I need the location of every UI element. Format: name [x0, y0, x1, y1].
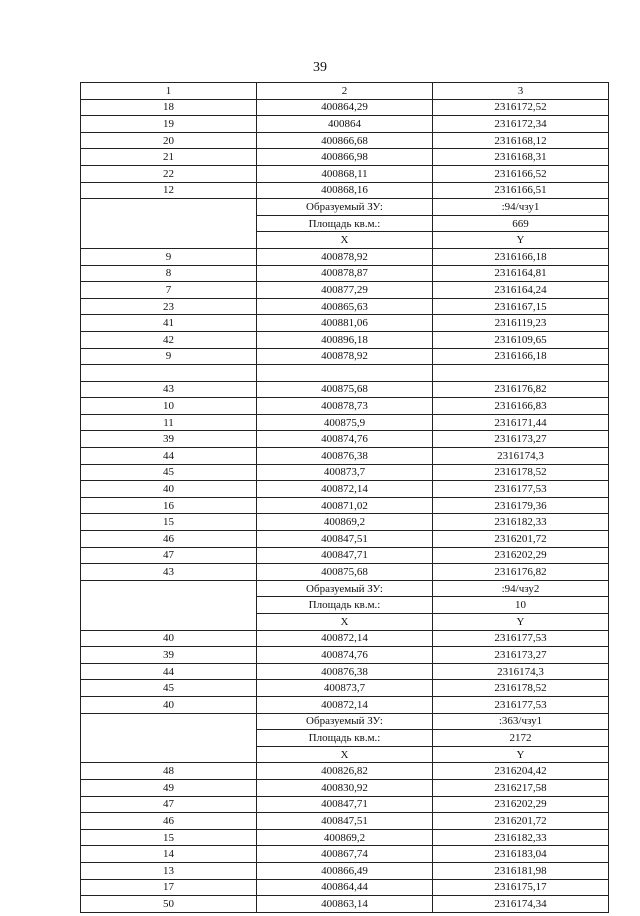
parcel-info-row [81, 713, 609, 730]
point-number-cell [81, 597, 257, 614]
table-row [81, 248, 609, 265]
x-coordinate-cell: Образуемый ЗУ: [257, 580, 433, 597]
point-number-cell: 12 [81, 182, 257, 199]
x-coordinate-cell: 400875,68 [257, 564, 433, 581]
point-number-cell: 40 [81, 696, 257, 713]
x-coordinate-cell: 400866,49 [257, 862, 433, 879]
x-coordinate-cell: 400872,14 [257, 696, 433, 713]
x-coordinate-cell: 400847,71 [257, 796, 433, 813]
point-number-cell: 45 [81, 464, 257, 481]
table-row [81, 398, 609, 415]
point-number-cell: 9 [81, 348, 257, 365]
point-number-cell: 43 [81, 564, 257, 581]
x-coordinate-cell: 400869,2 [257, 514, 433, 531]
point-number-cell: 48 [81, 763, 257, 780]
table-row [81, 282, 609, 299]
x-coordinate-cell: 400878,92 [257, 248, 433, 265]
table-row [81, 331, 609, 348]
y-coordinate-cell: Y [433, 746, 609, 763]
point-number-cell: 41 [81, 315, 257, 332]
point-number-cell: 40 [81, 481, 257, 498]
x-coordinate-cell: Площадь кв.м.: [257, 597, 433, 614]
point-number-cell [81, 215, 257, 232]
table-row [81, 481, 609, 498]
table-row [81, 464, 609, 481]
x-coordinate-cell: 400876,38 [257, 663, 433, 680]
x-coordinate-cell: 400878,73 [257, 398, 433, 415]
y-coordinate-cell: 2172 [433, 730, 609, 747]
x-coordinate-cell: 400873,7 [257, 464, 433, 481]
point-number-cell: 46 [81, 813, 257, 830]
point-number-cell: 43 [81, 381, 257, 398]
table-row [81, 796, 609, 813]
y-coordinate-cell: 2316109,65 [433, 331, 609, 348]
x-coordinate-cell: 400877,29 [257, 282, 433, 299]
point-number-cell: 39 [81, 431, 257, 448]
x-coordinate-cell [257, 365, 433, 382]
y-coordinate-cell: 669 [433, 215, 609, 232]
table-row [81, 547, 609, 564]
x-coordinate-cell: 400847,51 [257, 531, 433, 548]
x-coordinate-cell: 400866,68 [257, 132, 433, 149]
table-row [81, 99, 609, 116]
point-number-cell: 19 [81, 116, 257, 133]
y-coordinate-cell: 2316204,42 [433, 763, 609, 780]
y-coordinate-cell: 2316176,82 [433, 381, 609, 398]
y-coordinate-cell: 2316166,18 [433, 348, 609, 365]
point-number-cell: 22 [81, 165, 257, 182]
x-coordinate-cell: 400875,9 [257, 414, 433, 431]
parcel-info-row [81, 199, 609, 216]
y-coordinate-cell: Y [433, 232, 609, 249]
x-coordinate-cell: X [257, 746, 433, 763]
parcel-info-row [81, 215, 609, 232]
x-coordinate-cell: 400830,92 [257, 779, 433, 796]
parcel-info-row [81, 614, 609, 631]
y-coordinate-cell: 2316119,23 [433, 315, 609, 332]
x-coordinate-cell: 400881,06 [257, 315, 433, 332]
table-row [81, 414, 609, 431]
point-number-cell: 18 [81, 99, 257, 116]
x-coordinate-cell: 400878,87 [257, 265, 433, 282]
table-row [81, 448, 609, 465]
table-row [81, 813, 609, 830]
x-coordinate-cell: 400871,02 [257, 497, 433, 514]
x-coordinate-cell: 400868,11 [257, 165, 433, 182]
y-coordinate-cell: 2316177,53 [433, 630, 609, 647]
x-coordinate-cell: 400872,14 [257, 630, 433, 647]
x-coordinate-cell: 400864,29 [257, 99, 433, 116]
table-row [81, 696, 609, 713]
table-row [81, 829, 609, 846]
y-coordinate-cell: 2316168,31 [433, 149, 609, 166]
y-coordinate-cell: 2316174,3 [433, 448, 609, 465]
y-coordinate-cell: 2316183,04 [433, 846, 609, 863]
point-number-cell [81, 365, 257, 382]
y-coordinate-cell: 2316166,18 [433, 248, 609, 265]
point-number-cell: 17 [81, 879, 257, 896]
x-coordinate-cell: 400865,63 [257, 298, 433, 315]
point-number-cell: 47 [81, 796, 257, 813]
x-coordinate-cell: 400876,38 [257, 448, 433, 465]
y-coordinate-cell: 2316174,3 [433, 663, 609, 680]
table-row [81, 531, 609, 548]
point-number-cell [81, 713, 257, 730]
table-row [81, 862, 609, 879]
x-coordinate-cell: 400878,92 [257, 348, 433, 365]
y-coordinate-cell: :94/чзу2 [433, 580, 609, 597]
point-number-cell: 45 [81, 680, 257, 697]
x-coordinate-cell: 2 [257, 83, 433, 100]
point-number-cell: 42 [81, 331, 257, 348]
y-coordinate-cell: 2316166,83 [433, 398, 609, 415]
x-coordinate-cell: 400867,74 [257, 846, 433, 863]
x-coordinate-cell: 400874,76 [257, 431, 433, 448]
table-row [81, 182, 609, 199]
x-coordinate-cell: X [257, 614, 433, 631]
parcel-info-row [81, 597, 609, 614]
point-number-cell: 16 [81, 497, 257, 514]
y-coordinate-cell: 2316172,34 [433, 116, 609, 133]
x-coordinate-cell: 400826,82 [257, 763, 433, 780]
y-coordinate-cell: 2316176,82 [433, 564, 609, 581]
point-number-cell: 7 [81, 282, 257, 299]
y-coordinate-cell: 2316202,29 [433, 796, 609, 813]
x-coordinate-cell: 400873,7 [257, 680, 433, 697]
table-row [81, 680, 609, 697]
y-coordinate-cell: 2316178,52 [433, 464, 609, 481]
x-coordinate-cell: 400863,14 [257, 896, 433, 913]
y-coordinate-cell: 2316177,53 [433, 696, 609, 713]
x-coordinate-cell: Образуемый ЗУ: [257, 199, 433, 216]
y-coordinate-cell: 2316164,24 [433, 282, 609, 299]
point-number-cell [81, 730, 257, 747]
point-number-cell: 46 [81, 531, 257, 548]
point-number-cell: 15 [81, 514, 257, 531]
coordinates-table [80, 82, 609, 913]
y-coordinate-cell: 2316173,27 [433, 647, 609, 664]
x-coordinate-cell: 400864,44 [257, 879, 433, 896]
x-coordinate-cell: 400864 [257, 116, 433, 133]
y-coordinate-cell: 2316164,81 [433, 265, 609, 282]
table-row [81, 896, 609, 913]
table-row [81, 381, 609, 398]
table-row [81, 149, 609, 166]
x-coordinate-cell: 400872,14 [257, 481, 433, 498]
x-coordinate-cell: 400847,71 [257, 547, 433, 564]
table-row [81, 83, 609, 100]
y-coordinate-cell: 2316166,52 [433, 165, 609, 182]
y-coordinate-cell: 2316167,15 [433, 298, 609, 315]
point-number-cell: 39 [81, 647, 257, 664]
y-coordinate-cell: 2316201,72 [433, 531, 609, 548]
table-row [81, 497, 609, 514]
x-coordinate-cell: 400874,76 [257, 647, 433, 664]
point-number-cell: 44 [81, 663, 257, 680]
y-coordinate-cell: 2316172,52 [433, 99, 609, 116]
point-number-cell: 50 [81, 896, 257, 913]
point-number-cell: 1 [81, 83, 257, 100]
point-number-cell: 23 [81, 298, 257, 315]
parcel-info-row [81, 730, 609, 747]
table-row [81, 779, 609, 796]
point-number-cell [81, 580, 257, 597]
y-coordinate-cell: 2316177,53 [433, 481, 609, 498]
table-row [81, 315, 609, 332]
table-row [81, 165, 609, 182]
point-number-cell [81, 199, 257, 216]
table-row [81, 116, 609, 133]
x-coordinate-cell: 400868,16 [257, 182, 433, 199]
y-coordinate-cell: 3 [433, 83, 609, 100]
page-number: 39 [313, 60, 327, 75]
y-coordinate-cell: 2316171,44 [433, 414, 609, 431]
y-coordinate-cell: 10 [433, 597, 609, 614]
point-number-cell: 44 [81, 448, 257, 465]
y-coordinate-cell: 2316166,51 [433, 182, 609, 199]
table-row [81, 630, 609, 647]
y-coordinate-cell: 2316201,72 [433, 813, 609, 830]
table-row [81, 265, 609, 282]
y-coordinate-cell: 2316179,36 [433, 497, 609, 514]
table-row [81, 514, 609, 531]
y-coordinate-cell: 2316173,27 [433, 431, 609, 448]
point-number-cell [81, 232, 257, 249]
x-coordinate-cell: Площадь кв.м.: [257, 215, 433, 232]
x-coordinate-cell: 400875,68 [257, 381, 433, 398]
point-number-cell: 11 [81, 414, 257, 431]
parcel-info-row [81, 746, 609, 763]
y-coordinate-cell: :363/чзу1 [433, 713, 609, 730]
point-number-cell [81, 746, 257, 763]
y-coordinate-cell: 2316181,98 [433, 862, 609, 879]
table-row [81, 879, 609, 896]
table-row [81, 763, 609, 780]
table-row [81, 365, 609, 382]
point-number-cell: 8 [81, 265, 257, 282]
y-coordinate-cell: Y [433, 614, 609, 631]
y-coordinate-cell: 2316182,33 [433, 514, 609, 531]
x-coordinate-cell: 400866,98 [257, 149, 433, 166]
y-coordinate-cell: 2316174,34 [433, 896, 609, 913]
table-row [81, 564, 609, 581]
parcel-info-row [81, 580, 609, 597]
x-coordinate-cell: 400869,2 [257, 829, 433, 846]
x-coordinate-cell: 400896,18 [257, 331, 433, 348]
y-coordinate-cell: :94/чзу1 [433, 199, 609, 216]
x-coordinate-cell: Образуемый ЗУ: [257, 713, 433, 730]
point-number-cell: 15 [81, 829, 257, 846]
point-number-cell: 13 [81, 862, 257, 879]
table-row [81, 348, 609, 365]
y-coordinate-cell: 2316168,12 [433, 132, 609, 149]
y-coordinate-cell: 2316217,58 [433, 779, 609, 796]
point-number-cell [81, 614, 257, 631]
table-row [81, 846, 609, 863]
point-number-cell: 47 [81, 547, 257, 564]
x-coordinate-cell: Площадь кв.м.: [257, 730, 433, 747]
point-number-cell: 40 [81, 630, 257, 647]
table-row [81, 298, 609, 315]
point-number-cell: 14 [81, 846, 257, 863]
point-number-cell: 21 [81, 149, 257, 166]
point-number-cell: 20 [81, 132, 257, 149]
x-coordinate-cell: 400847,51 [257, 813, 433, 830]
y-coordinate-cell: 2316178,52 [433, 680, 609, 697]
y-coordinate-cell: 2316182,33 [433, 829, 609, 846]
table-row [81, 431, 609, 448]
y-coordinate-cell [433, 365, 609, 382]
y-coordinate-cell: 2316175,17 [433, 879, 609, 896]
point-number-cell: 10 [81, 398, 257, 415]
parcel-info-row [81, 232, 609, 249]
x-coordinate-cell: X [257, 232, 433, 249]
point-number-cell: 49 [81, 779, 257, 796]
point-number-cell: 9 [81, 248, 257, 265]
table-row [81, 663, 609, 680]
table-row [81, 132, 609, 149]
y-coordinate-cell: 2316202,29 [433, 547, 609, 564]
table-row [81, 647, 609, 664]
